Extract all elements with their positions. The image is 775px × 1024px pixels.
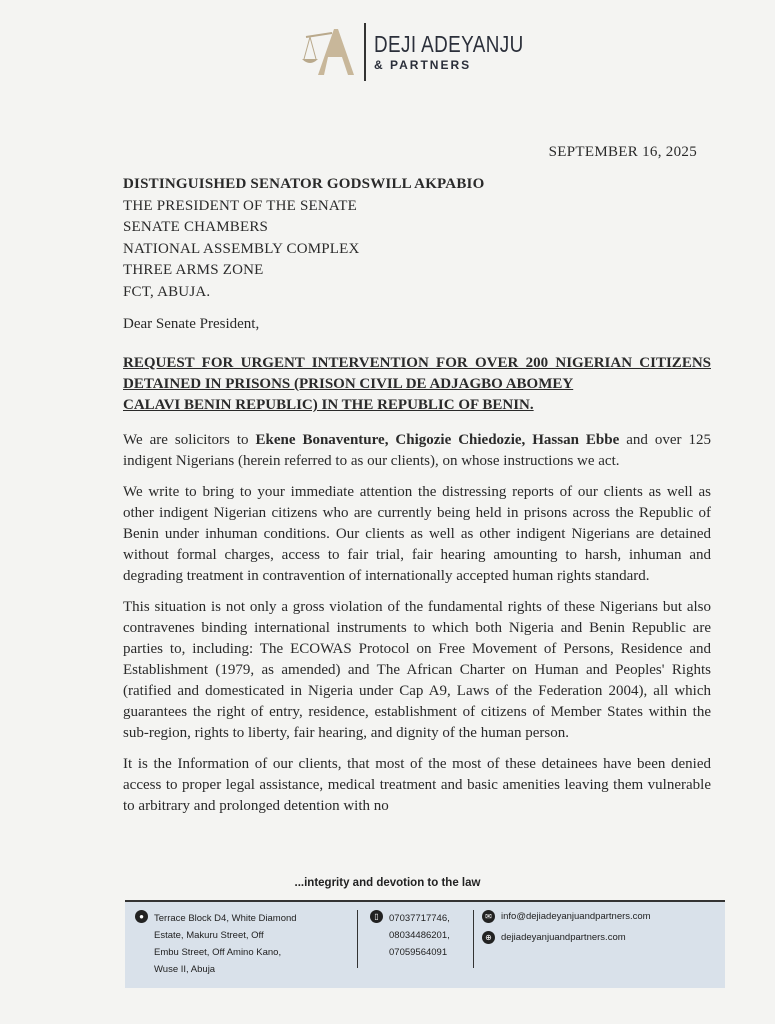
- paragraph-1: [123, 430, 711, 472]
- client-names: Ekene Bonaventure, Chigozie Chiedozie, Hassan Ebbe: [255, 432, 620, 448]
- phone-number: 07037717746,: [389, 913, 450, 924]
- recipient-line: THE PRESIDENT OF THE SENATE: [123, 197, 358, 214]
- recipient-line: THREE ARMS ZONE: [123, 262, 264, 279]
- recipient-line: FCT, ABUJA.: [123, 283, 211, 300]
- logo-divider: [364, 23, 366, 81]
- letter-date: SEPTEMBER 16, 2025: [548, 144, 697, 160]
- text: and over 125 indigent Nigerians (herein referred to as our clients), on whose instructions we act.: [123, 432, 711, 469]
- subject-heading: [123, 353, 711, 416]
- text: We are solicitors to: [123, 432, 256, 448]
- website-link[interactable]: dejiadeyanjuandpartners.com: [501, 932, 626, 943]
- recipient-line: DISTINGUISHED SENATOR GODSWILL AKPABIO: [123, 176, 485, 192]
- address-line: Embu Street, Off Amino Kano,: [154, 947, 282, 958]
- paragraph-3: This situation is not only a gross violation of the fundamental rights of these Nigerians but also contravenes binding international instruments to which both Nigeria and Benin Republic are parties to, including: The ECOWAS Protocol on Free Movement of Persons, Residence and Establishment (1979, as amended) and The African Charter on Human and Peoples' Rights (ratified and domesticated in Nigeria under Cap A9, Laws of the Federation 2004), all which guarantees the right of entry, residence, establishment of citizens of Member States within the sub-region, rights to liberty, fair hearing, and dignity of the human person.: [123, 599, 711, 741]
- scales-of-justice-logo-icon: [298, 23, 358, 81]
- recipient-line: NATIONAL ASSEMBLY COMPLEX: [123, 240, 360, 257]
- paragraph-4: It is the Information of our clients, that most of the most of these detainees have been denied access to proper legal assistance, medical treatment and basic amenities leaving them vulnerable to arbitrary and prolonged detention with no: [123, 756, 711, 814]
- address-line: Terrace Block D4, White Diamond: [154, 913, 297, 924]
- letterhead-logo: [298, 22, 556, 82]
- phone-number: 08034486201,: [389, 930, 450, 941]
- footer-contact-bar: [125, 900, 725, 988]
- phone-number: 07059564091: [389, 947, 448, 958]
- firm-name: DEJI ADEYANJU: [374, 31, 524, 57]
- paragraph-2: We write to bring to your immediate attention the distressing reports of our clients as well as other indigent Nigerian citizens who are currently being held in prisons across the Republic of Benin under inhuman conditions. Our clients as well as other indigent Nigerians are detained without formal charges, access to fair trial, fair hearing amounting to harsh, inhuman and degrading treatment in contravention of internationally accepted human rights standard.: [123, 484, 711, 584]
- recipient-address: [123, 174, 484, 304]
- location-pin-icon: ●: [135, 910, 148, 923]
- letter-body: [123, 314, 711, 827]
- email-icon: ✉: [482, 910, 495, 923]
- salutation: Dear Senate President,: [123, 316, 260, 332]
- address-line: Estate, Makuru Street, Off: [154, 930, 264, 941]
- footer-tagline: ...integrity and devotion to the law: [294, 877, 481, 889]
- firm-subtitle: & PARTNERS: [374, 58, 472, 72]
- globe-icon: ⊕: [482, 931, 495, 944]
- subject-last-line: CALAVI BENIN REPUBLIC) IN THE REPUBLIC OF BENIN.: [123, 397, 534, 413]
- email-link[interactable]: info@dejiadeyanjuandpartners.com: [501, 911, 651, 922]
- address-line: Wuse II, Abuja: [154, 964, 216, 975]
- subject-main: REQUEST FOR URGENT INTERVENTION FOR OVER 200 NIGERIAN CITIZENS DETAINED IN PRISONS (PRISON CIVIL DE ADJAGBO ABOMEY: [123, 355, 711, 392]
- recipient-line: SENATE CHAMBERS: [123, 219, 269, 236]
- phone-icon: ▯: [370, 910, 383, 923]
